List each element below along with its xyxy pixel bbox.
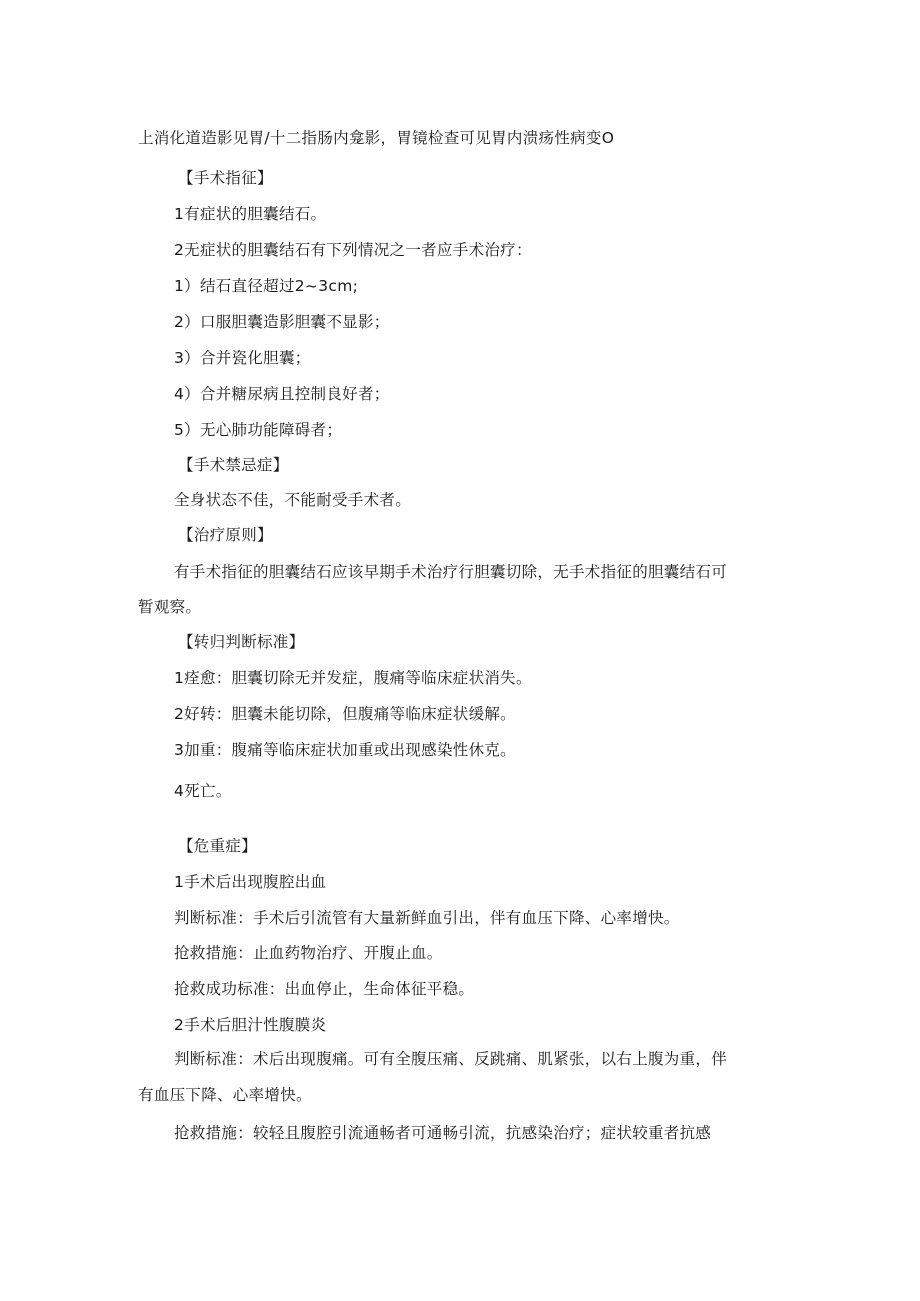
contraindications-text: 全身状态不佳，不能耐受手术者。 (174, 491, 412, 509)
indication-item: 4）合并糖尿病且控制良好者； (174, 385, 390, 403)
outcome-item: 3加重：腹痛等临床症状加重或出现感染性休克。 (174, 741, 516, 759)
principles-text-line: 暂观察。 (138, 598, 202, 616)
critical-success: 抢救成功标准：出血停止，生命体征平稳。 (174, 980, 475, 998)
critical-rescue: 抢救措施：较轻且腹腔引流通畅者可通畅引流，抗感染治疗；症状较重者抗感 (174, 1124, 712, 1142)
indication-item: 1有症状的胆囊结石。 (174, 205, 327, 223)
contraindications-heading: 【手术禁忌症】 (178, 456, 289, 474)
outcome-item: 4死亡。 (174, 782, 232, 800)
outcome-item: 2好转：胆囊未能切除，但腹痛等临床症状缓解。 (174, 705, 516, 723)
critical-criteria-line: 判断标准：术后出现腹痛。可有全腹压痛、反跳痛、肌紧张，以右上腹为重，伴 (174, 1050, 728, 1068)
indication-item: 5）无心肺功能障碍者； (174, 421, 343, 439)
critical-item-title: 1手术后出现腹腔出血 (174, 873, 327, 891)
intro-paragraph: 上消化道造影见胃/十二指肠内龛影，胃镜检查可见胃内溃疡性病变O (138, 129, 615, 147)
principles-heading: 【治疗原则】 (178, 526, 273, 544)
critical-rescue: 抢救措施：止血药物治疗、开腹止血。 (174, 944, 443, 962)
principles-text-line: 有手术指征的胆囊结石应该早期手术治疗行胆囊切除，无手术指征的胆囊结石可 (174, 563, 728, 581)
outcome-heading: 【转归判断标准】 (178, 633, 305, 651)
critical-criteria: 判断标准：手术后引流管有大量新鲜血引出，伴有血压下降、心率增快。 (174, 909, 680, 927)
indications-heading: 【手术指征】 (178, 169, 273, 187)
indication-item: 1）结石直径超过2~3cm; (174, 277, 359, 295)
outcome-item: 1痊愈：胆囊切除无并发症，腹痛等临床症状消失。 (174, 669, 532, 687)
critical-criteria-line: 有血压下降、心率增快。 (138, 1086, 312, 1104)
critical-heading: 【危重症】 (178, 837, 258, 855)
indication-item: 3）合并瓷化胆囊； (174, 349, 311, 367)
critical-item-title: 2手术后胆汁性腹膜炎 (174, 1016, 327, 1034)
indication-item: 2）口服胆囊造影胆囊不显影； (174, 313, 390, 331)
indication-item: 2无症状的胆囊结石有下列情况之一者应手术治疗： (174, 241, 532, 259)
